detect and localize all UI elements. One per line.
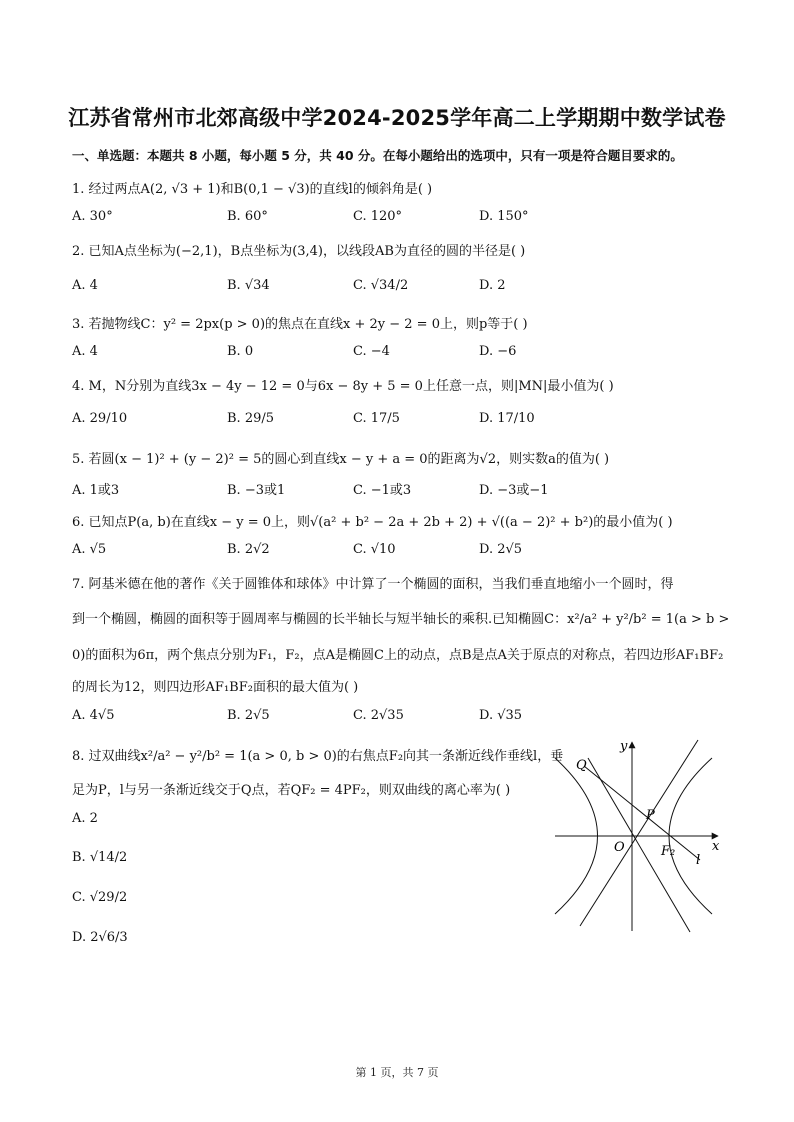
question-6-option-b: B. 2√2: [227, 542, 270, 557]
question-6-option-d: D. 2√5: [479, 542, 523, 557]
question-8-stem-line-2: 足为P，l与另一条渐近线交于Q点，若QF₂ = 4PF₂，则双曲线的离心率为( ): [72, 783, 511, 798]
question-2-option-b: B. √34: [227, 278, 270, 293]
question-4-option-d: D. 17/10: [479, 411, 535, 426]
question-7-option-b: B. 2√5: [227, 708, 270, 723]
question-1-stem: 1. 经过两点A(2, √3 + 1)和B(0,1 − √3)的直线l的倾斜角是( ): [72, 182, 433, 197]
label-x: x: [712, 839, 720, 854]
question-3-option-a: A. 4: [72, 344, 98, 359]
question-4-stem: 4. M，N分别为直线3x − 4y − 12 = 0与6x − 8y + 5 = 0上任意一点，则|MN|最小值为( ): [72, 379, 614, 394]
question-3-option-c: C. −4: [353, 344, 390, 359]
label-q: Q: [576, 758, 587, 773]
label-p: P: [646, 808, 655, 823]
question-3-option-d: D. −6: [479, 344, 517, 359]
question-5-option-c: C. −1或3: [353, 483, 412, 498]
question-3-option-b: B. 0: [227, 344, 254, 359]
question-1-option-b: B. 60°: [227, 209, 268, 224]
question-7-stem-line-1: 7. 阿基米德在他的著作《关于圆锥体和球体》中计算了一个椭圆的面积，当我们垂直地缩小一个圆时，得: [72, 577, 674, 592]
label-y: y: [620, 739, 628, 754]
question-8-stem-line-1: 8. 过双曲线x²/a² − y²/b² = 1(a > 0, b > 0)的右焦点F₂向其一条渐近线作垂线l，垂: [72, 749, 564, 764]
question-7-option-d: D. √35: [479, 708, 523, 723]
question-6-option-a: A. √5: [72, 542, 107, 557]
question-6-option-c: C. √10: [353, 542, 396, 557]
label-l: l: [696, 853, 701, 868]
question-4-option-c: C. 17/5: [353, 411, 400, 426]
question-2-stem: 2. 已知A点坐标为(−2,1)，B点坐标为(3,4)，以线段AB为直径的圆的半径是( ): [72, 244, 526, 259]
question-7-stem-line-3: 0)的面积为6π，两个焦点分别为F₁，F₂，点A是椭圆C上的动点，点B是点A关于原点的对称点，若四边形AF₁BF₂: [72, 648, 724, 663]
question-3-stem: 3. 若抛物线C：y² = 2px(p > 0)的焦点在直线x + 2y − 2 = 0上，则p等于( ): [72, 317, 528, 332]
question-7-option-a: A. 4√5: [72, 708, 115, 723]
label-o: O: [614, 840, 625, 855]
line-l: [584, 766, 700, 860]
question-1-option-a: A. 30°: [72, 209, 113, 224]
question-8-option-d: D. 2√6/3: [72, 930, 128, 945]
section-heading: 一、单选题：本题共 8 小题，每小题 5 分，共 40 分。在每小题给出的选项中，只有一项是符合题目要求的。: [72, 148, 683, 163]
question-5-option-a: A. 1或3: [72, 483, 120, 498]
question-1-option-c: C. 120°: [353, 209, 403, 224]
question-8-option-a: A. 2: [72, 811, 98, 826]
question-7-stem-line-2: 到一个椭圆，椭圆的面积等于圆周率与椭圆的长半轴长与短半轴长的乘积.已知椭圆C：x²/a² + y²/b² = 1(a > b >: [72, 612, 730, 627]
question-5-stem: 5. 若圆(x − 1)² + (y − 2)² = 5的圆心到直线x − y + a = 0的距离为√2，则实数a的值为( ): [72, 452, 610, 467]
question-7-option-c: C. 2√35: [353, 708, 404, 723]
question-1-option-d: D. 150°: [479, 209, 529, 224]
question-7-stem-line-4: 的周长为12，则四边形AF₁BF₂面积的最大值为( ): [72, 680, 359, 695]
page-title: 江苏省常州市北郊高级中学2024-2025学年高二上学期期中数学试卷: [68, 106, 726, 130]
page-footer: 第 1 页，共 7 页: [355, 1066, 439, 1079]
question-2-option-a: A. 4: [72, 278, 98, 293]
question-2-option-c: C. √34/2: [353, 278, 409, 293]
question-5-option-b: B. −3或1: [227, 483, 286, 498]
question-4-option-b: B. 29/5: [227, 411, 275, 426]
question-2-option-d: D. 2: [479, 278, 506, 293]
question-5-option-d: D. −3或−1: [479, 483, 549, 498]
hyperbola-figure: [550, 736, 730, 936]
label-f2: F₂: [661, 844, 676, 859]
question-8-option-b: B. √14/2: [72, 850, 128, 865]
question-6-stem: 6. 已知点P(a, b)在直线x − y = 0上，则√(a² + b² − 2a + 2b + 2) + √((a − 2)² + b²)的最小值为( ): [72, 515, 673, 530]
question-8-option-c: C. √29/2: [72, 890, 128, 905]
question-4-option-a: A. 29/10: [72, 411, 128, 426]
